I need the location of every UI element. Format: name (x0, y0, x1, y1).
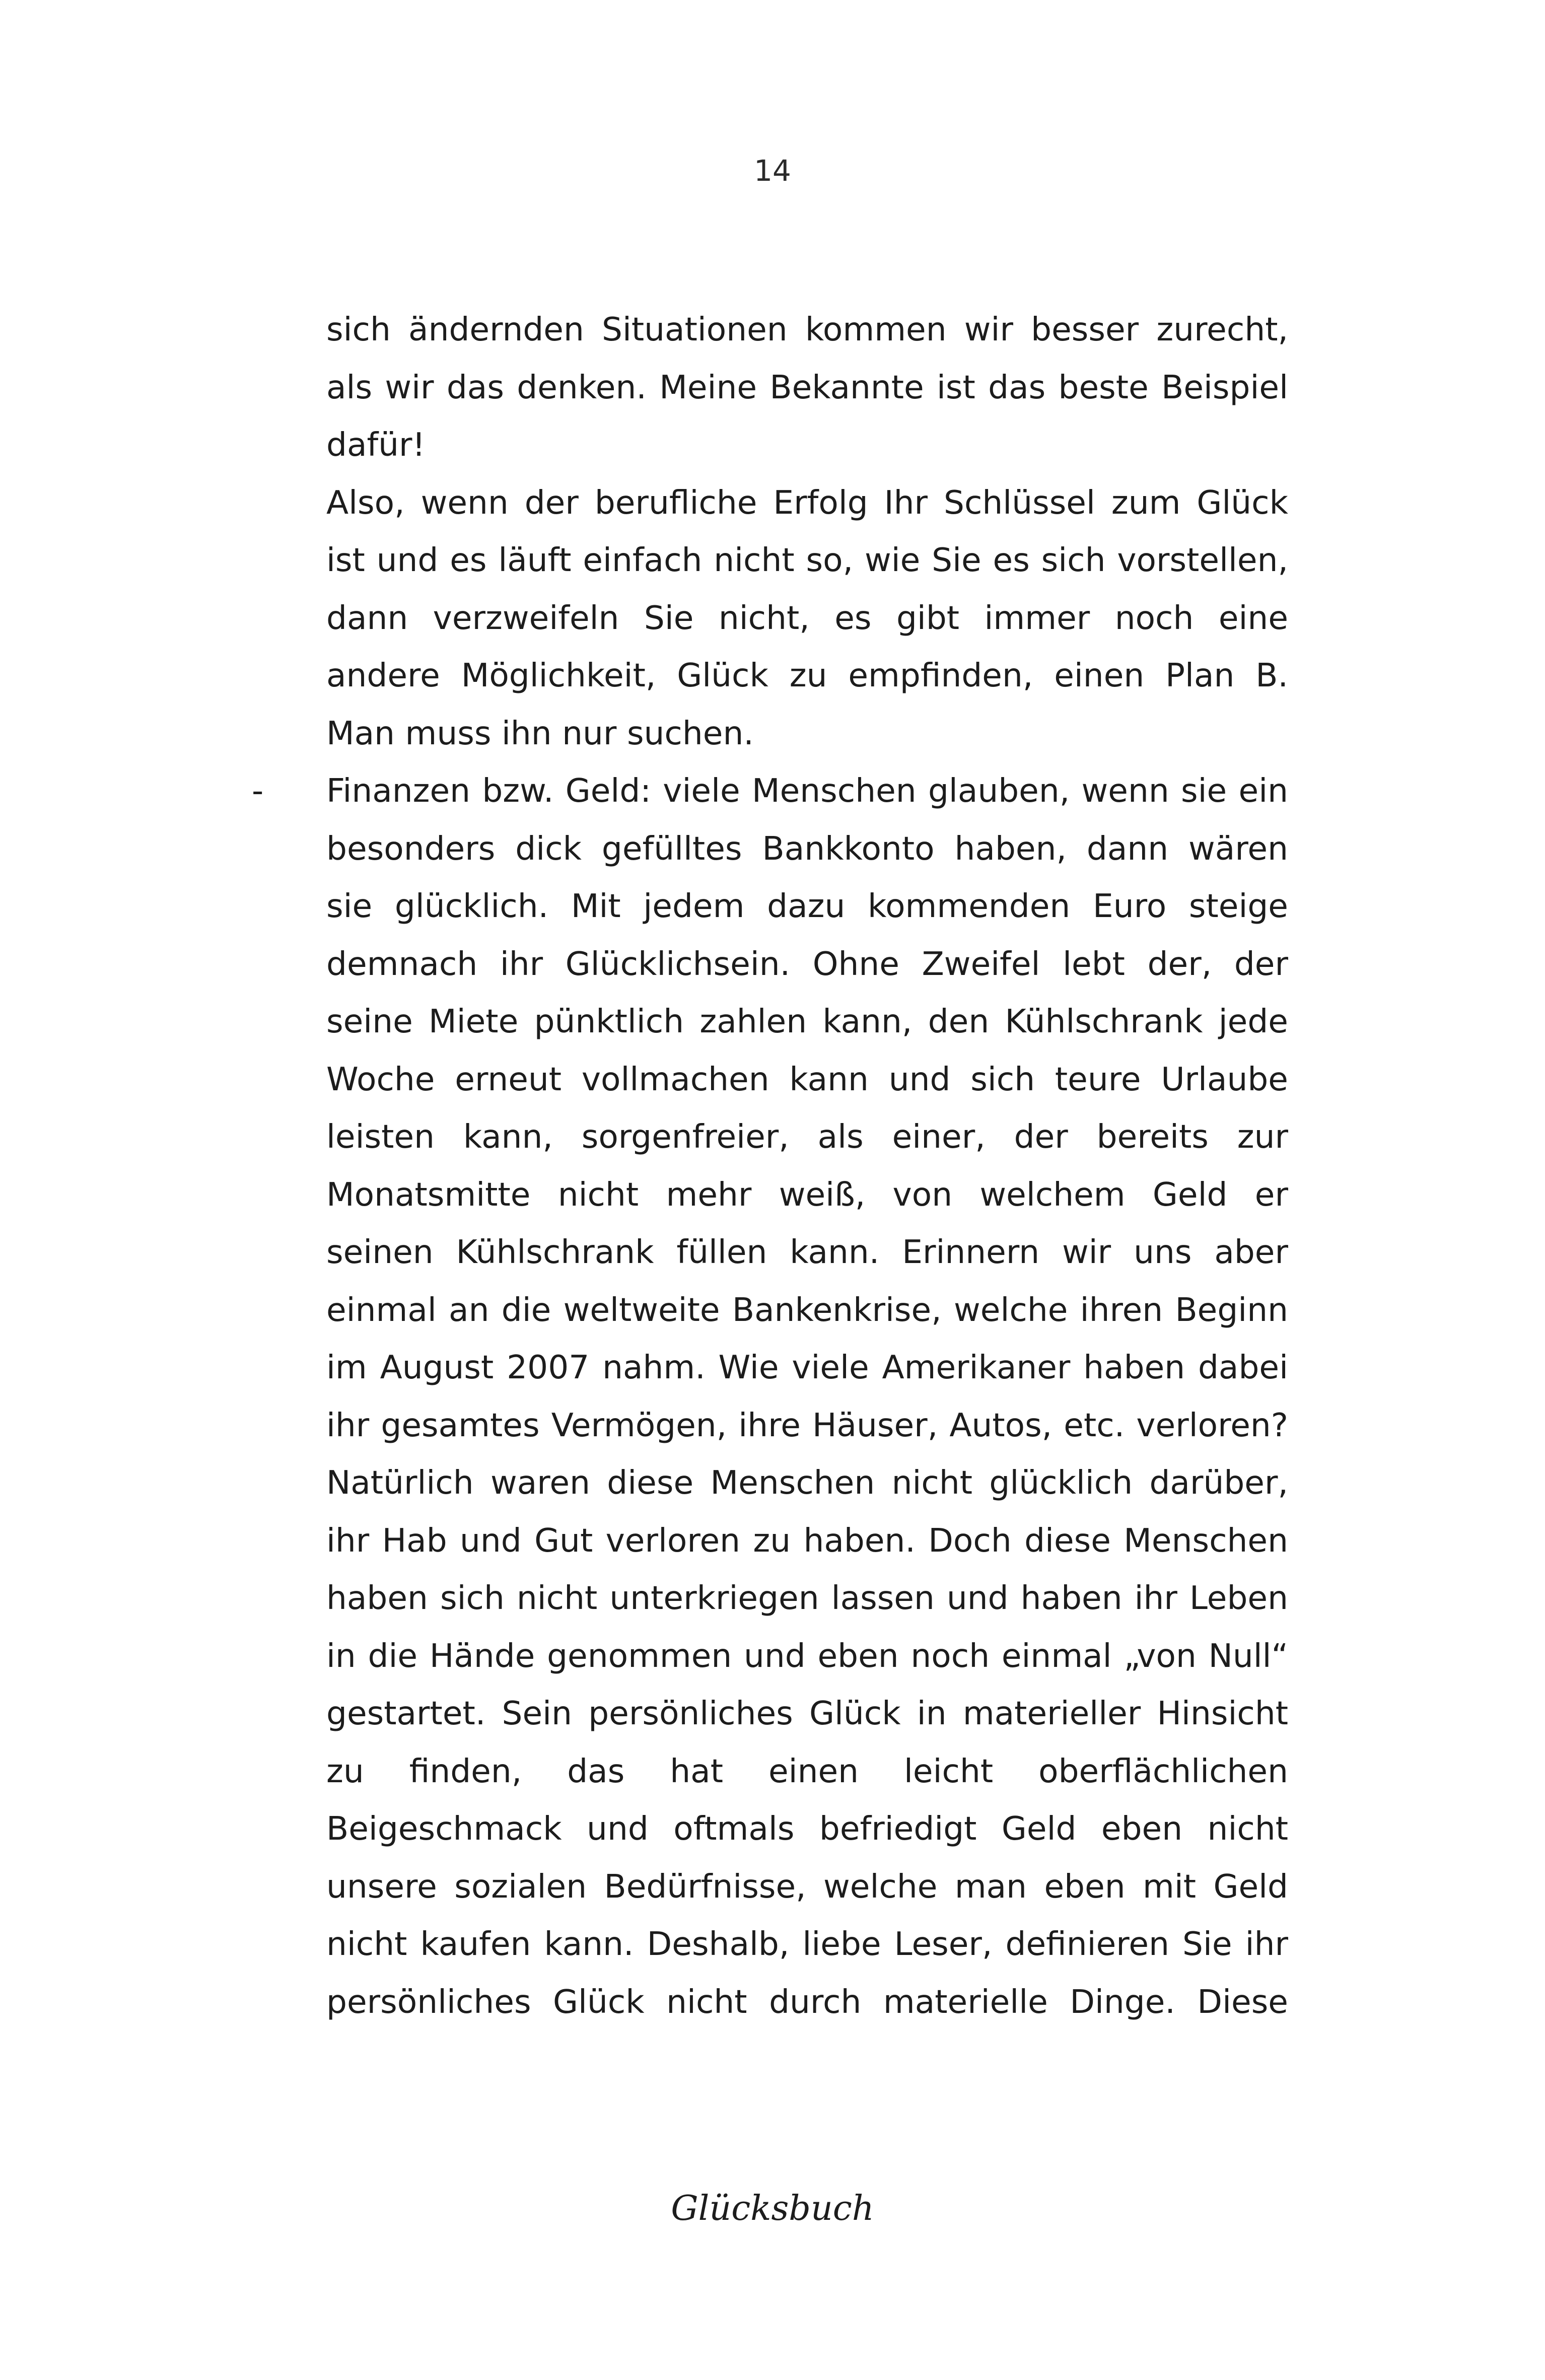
text-line: seinen Kühlschrank füllen kann. Erinnern wir uns aber (326, 1233, 1288, 1271)
text-line: andere Möglichkeit, Glück zu empfinden, einen Plan B. (326, 657, 1288, 694)
text-line: besonders dick gefülltes Bankkonto haben, dann wären (326, 829, 1288, 868)
text-line: ist und es läuft einfach nicht so, wie Sie es sich vorstellen, (326, 541, 1288, 579)
text-line: unsere sozialen Bedürfnisse, welche man eben mit Geld (326, 1867, 1288, 1906)
text-line: haben sich nicht unterkriegen lassen und haben ihr Leben (326, 1579, 1288, 1617)
list-item (252, 762, 1288, 2031)
text-line: in die Hände genommen und eben noch einmal „von Null“ (326, 1637, 1288, 1675)
text-line: Man muss ihn nur suchen. (326, 714, 754, 752)
text-line: dann verzweifeln Sie nicht, es gibt immer noch eine (326, 599, 1288, 637)
list-marker: - (252, 772, 264, 810)
text-line: dafür! (326, 426, 426, 464)
text-line: ihr gesamtes Vermögen, ihre Häuser, Autos, etc. verloren? (326, 1406, 1288, 1444)
body-text (252, 301, 1288, 2031)
text-line: Also, wenn der berufliche Erfolg Ihr Schlüssel zum Glück (326, 483, 1288, 522)
text-line: Beigeschmack und oftmals befriedigt Geld eben nicht (326, 1810, 1288, 1848)
text-line: leisten kann, sorgenfreier, als einer, der bereits zur (326, 1118, 1288, 1156)
text-line: persönliches Glück nicht durch materielle Dinge. Diese (326, 1983, 1288, 2021)
text-line: einmal an die weltweite Bankenkrise, welche ihren Beginn (326, 1291, 1288, 1329)
text-line: Monatsmitte nicht mehr weiß, von welchem Geld er (326, 1175, 1288, 1214)
text-line: nicht kaufen kann. Deshalb, liebe Leser, definieren Sie ihr (326, 1925, 1288, 1963)
text-line: sie glücklich. Mit jedem dazu kommenden Euro steige (326, 887, 1288, 925)
text-line: im August 2007 nahm. Wie viele Amerikaner haben dabei (326, 1349, 1288, 1386)
text-line: gestartet. Sein persönliches Glück in materieller Hinsicht (326, 1695, 1288, 1732)
text-line: als wir das denken. Meine Bekannte ist das beste Beispiel (326, 368, 1288, 406)
text-line: Natürlich waren diese Menschen nicht glücklich darüber, (326, 1464, 1288, 1502)
text-line: Woche erneut vollmachen kann und sich teure Urlaube (326, 1060, 1288, 1098)
text-line: zu finden, das hat einen leicht oberflächlichen (326, 1752, 1288, 1790)
text-line: ihr Hab und Gut verloren zu haben. Doch diese Menschen (326, 1521, 1288, 1560)
page-number: 14 (754, 154, 791, 188)
text-line: demnach ihr Glücklichsein. Ohne Zweifel lebt der, der (326, 945, 1288, 983)
text-line: Finanzen bzw. Geld: viele Menschen glauben, wenn sie ein (326, 772, 1288, 810)
text-line: seine Miete pünktlich zahlen kann, den Kühlschrank jede (326, 1003, 1288, 1040)
running-footer-title: Glücksbuch (671, 2189, 874, 2228)
text-line: sich ändernden Situationen kommen wir besser zurecht, (326, 311, 1288, 348)
